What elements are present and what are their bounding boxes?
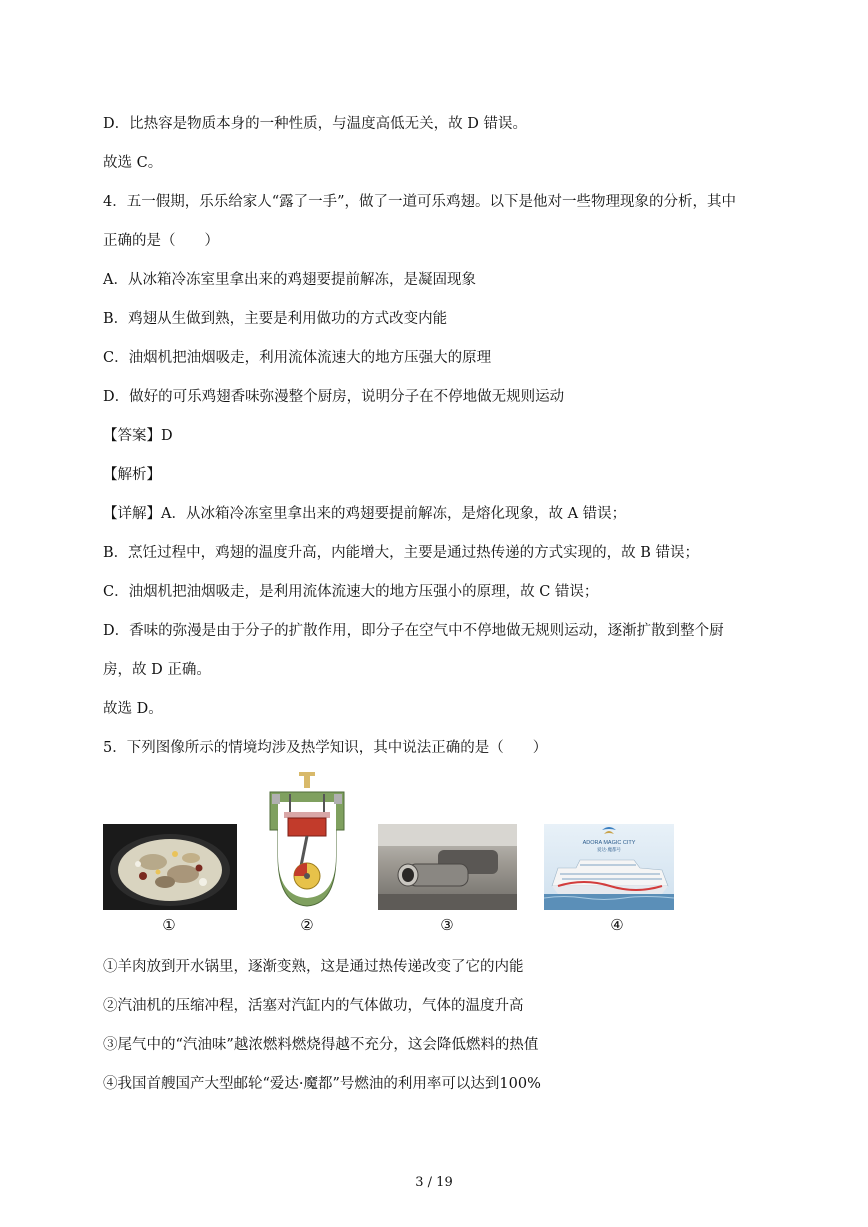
question-4-stem-cont: 正确的是（ ） bbox=[103, 233, 219, 249]
cruise-ship-image bbox=[544, 824, 674, 910]
page-number: 3 / 19 bbox=[415, 1175, 453, 1190]
explain-d-cont: 房，故 D 正确。 bbox=[103, 662, 211, 678]
exhaust-pipe-image bbox=[378, 824, 517, 910]
option-a: A．从冰箱冷冻室里拿出来的鸡翅要提前解冻，是凝固现象 bbox=[103, 272, 476, 288]
lamb-soup-image bbox=[103, 824, 237, 910]
option-c: C．油烟机把油烟吸走，利用流体流速大的地方压强大的原理 bbox=[103, 350, 492, 366]
ship-logo-text: ADORA MAGIC CITY bbox=[582, 840, 636, 846]
figure-caption-2: ② bbox=[300, 916, 314, 934]
text-line: D．比热容是物质本身的一种性质，与温度高低无关，故 D 错误。 bbox=[103, 116, 527, 132]
figure-caption-1: ① bbox=[162, 916, 176, 934]
explain-c: C．油烟机把油烟吸走，是利用流体流速大的地方压强小的原理，故 C 错误； bbox=[103, 584, 599, 600]
ship-logo-cn-text: 爱达·魔都号 bbox=[597, 848, 621, 853]
option-b: B．鸡翅从生做到熟，主要是利用做功的方式改变内能 bbox=[103, 311, 448, 327]
figure-caption-4: ④ bbox=[610, 916, 624, 934]
statement-3: ③尾气中的“汽油味”越浓燃料燃烧得越不充分，这会降低燃料的热值 bbox=[103, 1037, 539, 1053]
statement-1: ①羊肉放到开水锅里，逐渐变熟，这是通过热传递改变了它的内能 bbox=[103, 959, 524, 975]
text-line: 故选 C。 bbox=[103, 155, 163, 171]
question-5-stem: 5．下列图像所示的情境均涉及热学知识，其中说法正确的是（ ） bbox=[103, 740, 548, 756]
explain-a: 【详解】A．从冰箱冷冻室里拿出来的鸡翅要提前解冻，是熔化现象，故 A 错误； bbox=[103, 506, 627, 522]
statement-2: ②汽油机的压缩冲程，活塞对汽缸内的气体做功，气体的温度升高 bbox=[103, 998, 524, 1014]
option-d: D．做好的可乐鸡翅香味弥漫整个厨房，说明分子在不停地做无规则运动 bbox=[103, 389, 565, 405]
conclusion: 故选 D。 bbox=[103, 701, 163, 717]
engine-diagram bbox=[266, 772, 348, 912]
explain-b: B．烹饪过程中，鸡翅的温度升高，内能增大，主要是通过热传递的方式实现的，故 B 错误； bbox=[103, 545, 700, 561]
analysis-label: 【解析】 bbox=[103, 467, 161, 483]
question-4-stem: 4．五一假期，乐乐给家人“露了一手”，做了一道可乐鸡翅。以下是他对一些物理现象的分析，其中 bbox=[103, 194, 737, 210]
answer-label: 【答案】D bbox=[103, 428, 173, 444]
statement-4: ④我国首艘国产大型邮轮“爱达·魔都”号燃油的利用率可以达到100% bbox=[103, 1076, 541, 1092]
figure-caption-3: ③ bbox=[440, 916, 454, 934]
explain-d: D．香味的弥漫是由于分子的扩散作用，即分子在空气中不停地做无规则运动，逐渐扩散到整个厨 bbox=[103, 623, 724, 639]
